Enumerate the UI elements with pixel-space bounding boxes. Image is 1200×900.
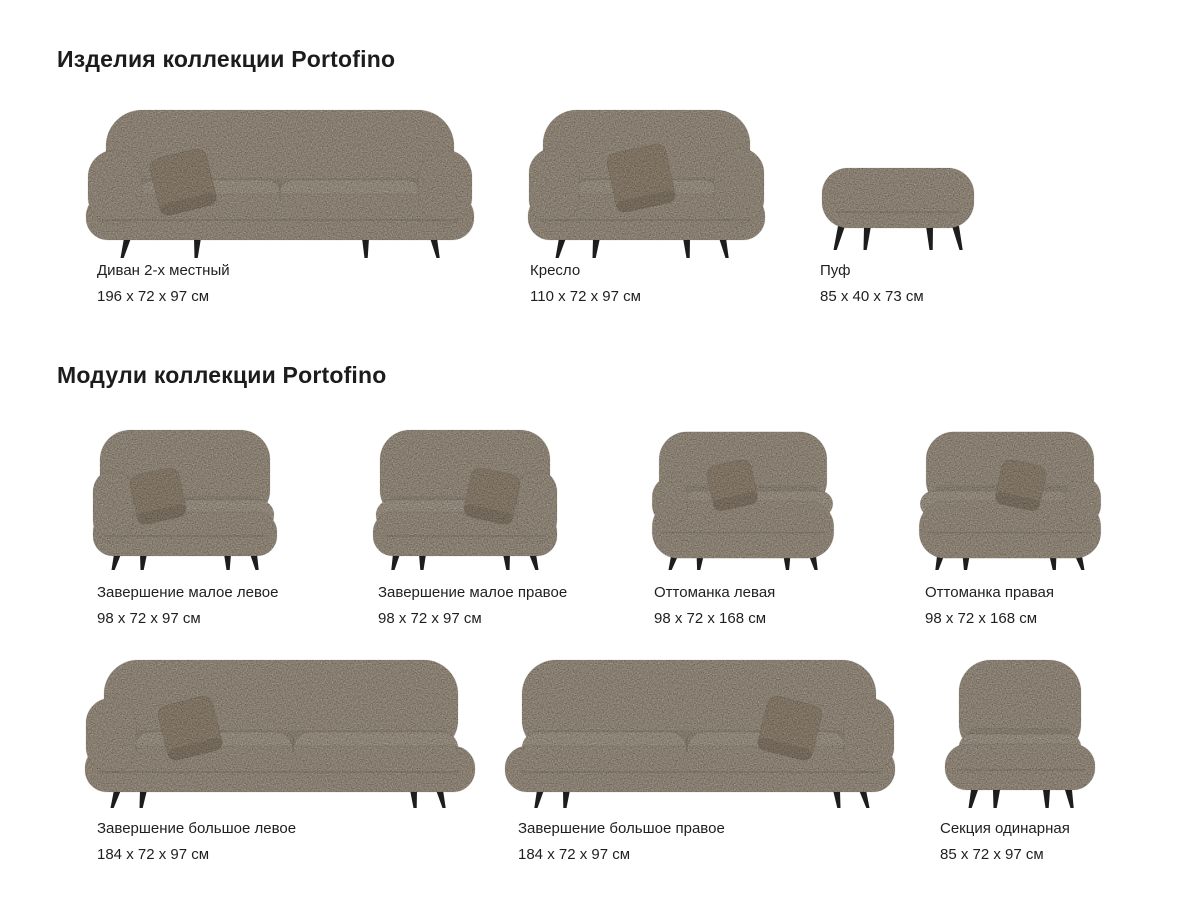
- section-title-modules: Модули коллекции Portofino: [57, 362, 387, 388]
- item-dimensions: 85 x 72 x 97 см: [940, 846, 1044, 863]
- catalog-item: [915, 422, 1105, 627]
- catalog-item: [370, 422, 568, 627]
- item-dimensions: 98 x 72 x 168 см: [654, 610, 767, 627]
- module-large-right-icon: [500, 652, 900, 810]
- item-name: Завершение большое правое: [518, 820, 725, 837]
- catalog-item: [80, 100, 480, 305]
- item-name: Пуф: [820, 262, 851, 279]
- armchair-icon: [523, 100, 770, 260]
- item-name: Завершение малое левое: [97, 584, 279, 601]
- item-dimensions: 184 x 72 x 97 см: [97, 846, 210, 863]
- module-small-left-icon: [90, 422, 280, 570]
- item-name: Диван 2-х местный: [97, 262, 230, 279]
- catalog-item: [500, 652, 900, 863]
- catalog-item: [80, 652, 480, 863]
- item-name: Завершение большое левое: [97, 820, 297, 837]
- ottoman-right-icon: [915, 422, 1105, 570]
- sofa-2-seater-icon: [80, 100, 480, 260]
- pouf-icon: [812, 142, 984, 260]
- ottoman-left-icon: [648, 422, 838, 570]
- item-dimensions: 98 x 72 x 97 см: [378, 610, 482, 627]
- module-large-left-icon: [80, 652, 480, 810]
- module-small-right-icon: [370, 422, 560, 570]
- item-dimensions: 196 x 72 x 97 см: [97, 288, 210, 305]
- item-dimensions: 110 x 72 x 97 см: [530, 288, 641, 305]
- single-section-icon: [935, 652, 1105, 810]
- catalog-item: [90, 422, 280, 627]
- item-name: Кресло: [530, 262, 581, 279]
- catalog-item: [648, 422, 838, 627]
- item-dimensions: 85 x 40 x 73 см: [820, 288, 924, 305]
- item-name: Секция одинарная: [940, 820, 1070, 837]
- item-dimensions: 184 x 72 x 97 см: [518, 846, 631, 863]
- item-name: Оттоманка левая: [654, 584, 776, 601]
- item-dimensions: 98 x 72 x 168 см: [925, 610, 1038, 627]
- section-title-products: Изделия коллекции Portofino: [57, 46, 396, 72]
- catalog-item: [523, 100, 770, 305]
- catalog-item: [935, 652, 1105, 863]
- catalog-item: [812, 142, 984, 305]
- item-name: Оттоманка правая: [925, 584, 1054, 601]
- item-name: Завершение малое правое: [378, 584, 568, 601]
- item-dimensions: 98 x 72 x 97 см: [97, 610, 201, 627]
